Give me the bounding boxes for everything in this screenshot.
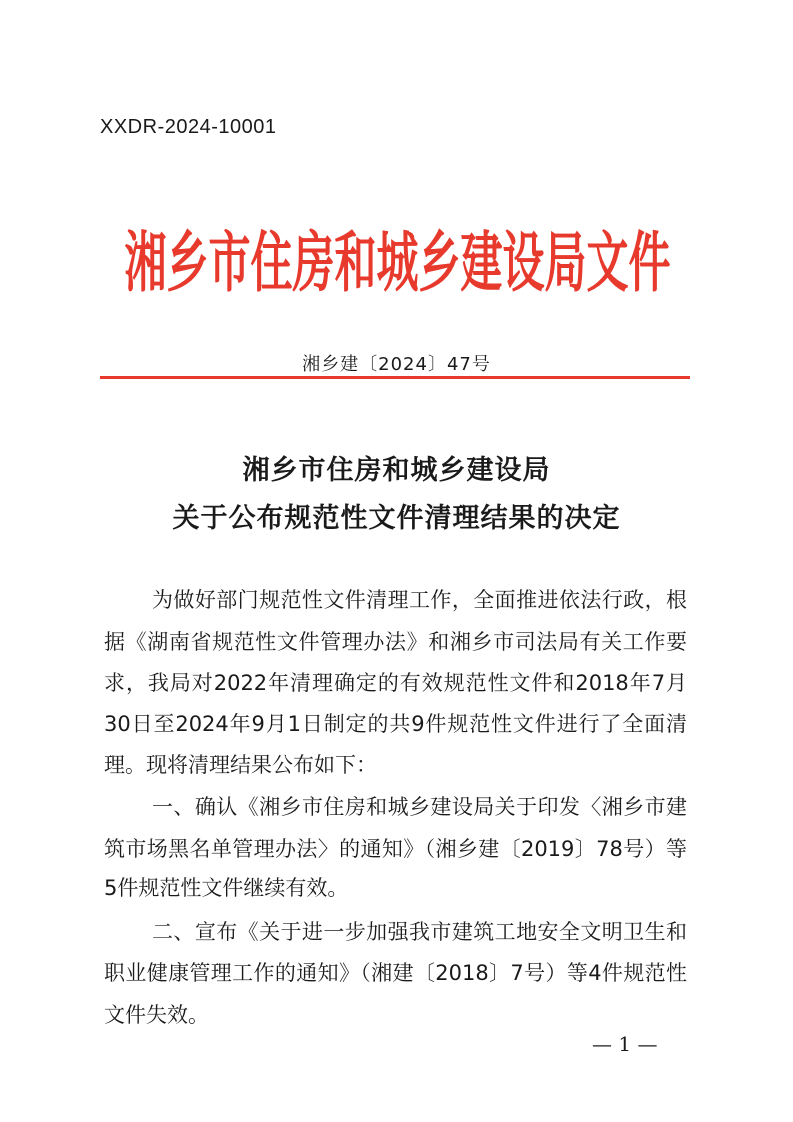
body-line: 筑市场黑名单管理办法〉的通知》（湘乡建〔2019〕78号）等 (104, 837, 687, 861)
body-line: 求，我局对2022年清理确定的有效规范性文件和2018年7月 (104, 671, 687, 695)
body-line: 理。现将清理结果公布如下： (104, 753, 377, 777)
document-code: XXDR-2024-10001 (100, 116, 277, 138)
body-line: 文件失效。 (104, 1003, 209, 1027)
body-line: 为做好部门规范性文件清理工作，全面推进依法行政，根 (152, 588, 687, 612)
body-line: 5件规范性文件继续有效。 (104, 876, 349, 900)
body-line: 一、确认《湘乡市住房和城乡建设局关于印发〈湘乡市建 (152, 795, 687, 819)
page-number: — 1 — (592, 1032, 658, 1056)
body-line: 职业健康管理工作的通知》（湘建〔2018〕7号）等4件规范性 (104, 961, 687, 985)
red-divider (100, 376, 690, 379)
body-line: 30日至2024年9月1日制定的共9件规范性文件进行了全面清 (104, 712, 687, 736)
body-line: 据《湖南省规范性文件管理办法》和湘乡市司法局有关工作要 (104, 630, 687, 654)
body-line: 二、宣布《关于进一步加强我市建筑工地安全文明卫生和 (152, 920, 687, 944)
document-title-line1: 湘乡市住房和城乡建设局 (242, 455, 551, 486)
document-title-line2: 关于公布规范性文件清理结果的决定 (172, 503, 621, 534)
issuer-header: 湘乡市住房和城乡建设局文件 (124, 224, 671, 301)
document-number: 湘乡建〔2024〕47号 (302, 354, 491, 375)
